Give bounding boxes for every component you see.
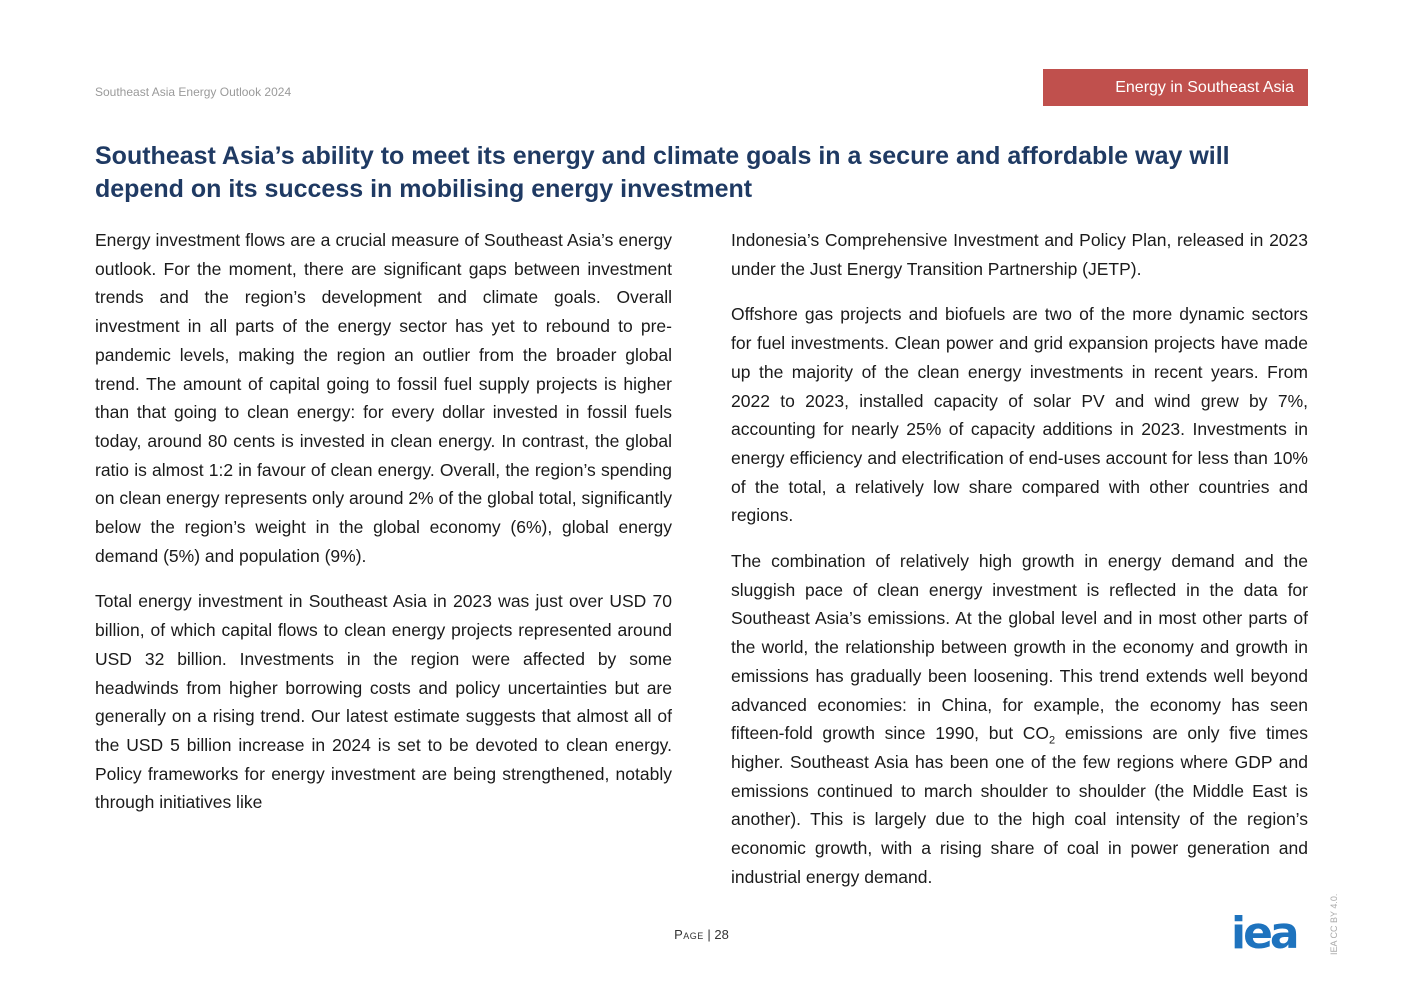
right-column (731, 226, 1308, 908)
page-headline: Southeast Asia’s ability to meet its energy and climate goals in a secure and affordable way will depend on its success in mobilising energy investment (95, 142, 1230, 203)
paragraph: Energy investment flows are a crucial measure of Southeast Asia’s energy outlook. For the moment, there are significant gaps between investment trends and the region’s development and climate goals. Overall investment in all parts of the energy sector has yet to rebound to pre-pandemic levels, making the region an outlier from the broader global trend. The amount of capital going to fossil fuel supply projects is higher than that going to clean energy: for every dollar invested in fossil fuels today, around 80 cents is invested in clean energy. In contrast, the global ratio is almost 1:2 in favour of clean energy. Overall, the region’s spending on clean energy represents only around 2% of the global total, significantly below the region’s weight in the global economy (6%), global energy demand (5%) and population (9%). (95, 230, 672, 566)
logo-text: iea (1231, 915, 1297, 951)
page-label: Page (674, 927, 704, 942)
license-note: IEA CC BY 4.0. (1329, 893, 1339, 955)
iea-logo-icon (1231, 915, 1311, 951)
section-tab (1043, 69, 1308, 106)
paragraph: Offshore gas projects and biofuels are two of the more dynamic sectors for fuel investments. Clean power and grid expansion projects have made up the majority of the clean energy investments in recent years. From 2022 to 2023, installed capacity of solar PV and wind grew by 7%, accounting for nearly 25% of capacity additions in 2023. Investments in energy efficiency and electrification of end-uses account for less than 10% of the total, a relatively low share compared with other countries and regions. (731, 304, 1308, 526)
paragraph: Indonesia’s Comprehensive Investment and Policy Plan, released in 2023 under the Just Energy Transition Partnership (JETP). (731, 230, 1308, 279)
subscript: 2 (1049, 734, 1056, 747)
paragraph (731, 547, 1308, 891)
page-footer (0, 927, 1403, 942)
paragraph-text: The combination of relatively high growth in energy demand and the sluggish pace of clean energy investment is reflected in the data for Southeast Asia’s emissions. At the global level and in most other parts of the world, the relationship between growth in the economy and growth in emissions has gradually been loosening. This trend extends well beyond advanced economies: in China, for example, the economy has seen fifteen-fold growth since 1990, but CO (731, 551, 1308, 744)
running-header: Southeast Asia Energy Outlook 2024 (95, 85, 292, 99)
left-column (95, 226, 672, 834)
page-separator: | (703, 927, 715, 942)
page-number: 28 (714, 927, 729, 942)
section-tab-label: Energy in Southeast Asia (1115, 78, 1294, 96)
paragraph: Total energy investment in Southeast Asia in 2023 was just over USD 70 billion, of which capital flows to clean energy projects represented around USD 32 billion. Investments in the region were affected by some headwinds from higher borrowing costs and policy uncertainties but are generally on a rising trend. Our latest estimate suggests that almost all of the USD 5 billion increase in 2024 is set to be devoted to clean energy. Policy frameworks for energy investment are being strengthened, notably through initiatives like (95, 591, 672, 813)
paragraph-text: emissions are only five times higher. Southeast Asia has been one of the few regions where GDP and emissions continued to march shoulder to shoulder (the Middle East is another). This is largely due to the high coal intensity of the region’s economic growth, with a rising share of coal in power generation and industrial energy demand. (731, 723, 1308, 887)
